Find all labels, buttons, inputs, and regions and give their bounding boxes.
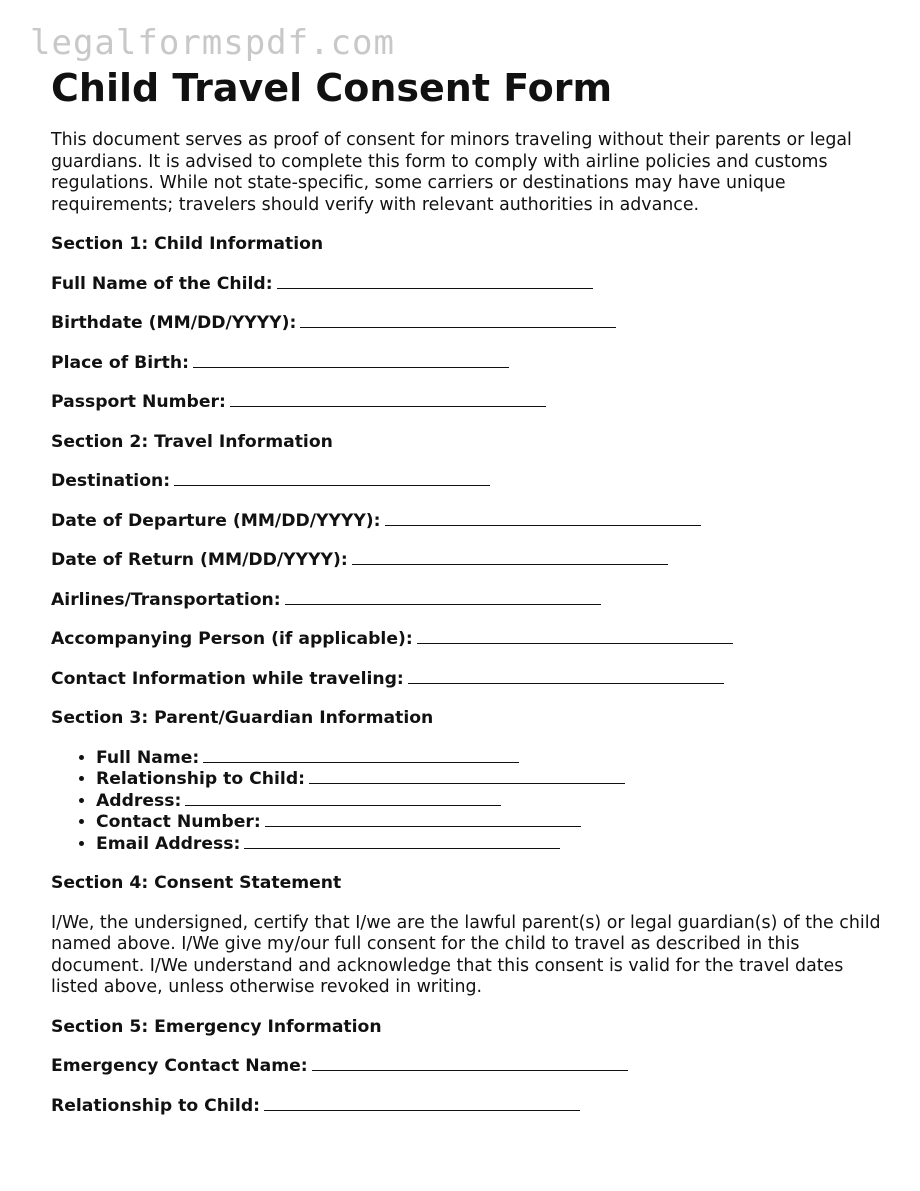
field-label: Passport Number: xyxy=(51,392,226,412)
blank-line[interactable] xyxy=(203,748,519,763)
field-label: Place of Birth: xyxy=(51,352,189,373)
travel-contact-field[interactable] xyxy=(51,669,881,691)
blank-line[interactable] xyxy=(312,1056,628,1071)
blank-line[interactable] xyxy=(230,392,546,407)
blank-line[interactable] xyxy=(193,353,509,368)
blank-line[interactable] xyxy=(265,812,581,827)
field-label: Birthdate (MM/DD/YYYY): xyxy=(51,313,297,333)
document-title: Child Travel Consent Form xyxy=(51,66,613,110)
guardian-relationship-field[interactable] xyxy=(96,769,881,791)
transportation-field[interactable] xyxy=(51,590,881,612)
child-birthdate-field[interactable] xyxy=(51,313,881,335)
field-label: Email Address: xyxy=(96,833,241,854)
blank-line[interactable] xyxy=(352,550,668,565)
field-label: Contact Information while traveling: xyxy=(51,668,404,689)
field-label: Contact Number: xyxy=(96,812,261,832)
emergency-relationship-field[interactable] xyxy=(51,1096,881,1118)
consent-statement: I/We, the undersigned, certify that I/we are the lawful parent(s) or legal guardian(s) of the child named above. I/We give my/our full consent for the child to travel as described in this document. I/We understand and acknowledge that this consent is valid for the travel dates listed above, unless otherwise revoked in writing. xyxy=(51,912,881,997)
guardian-email-field[interactable] xyxy=(96,834,881,856)
field-label: Date of Departure (MM/DD/YYYY): xyxy=(51,510,381,531)
document-body xyxy=(51,62,881,1117)
watermark: legalformspdf.com xyxy=(30,23,395,63)
field-label: Airlines/Transportation: xyxy=(51,589,281,610)
blank-line[interactable] xyxy=(285,590,601,605)
place-of-birth-field[interactable] xyxy=(51,353,881,375)
section-4-heading: Section 4: Consent Statement xyxy=(51,873,342,893)
blank-line[interactable] xyxy=(385,511,701,526)
field-label: Date of Return (MM/DD/YYYY): xyxy=(51,550,348,570)
field-label: Accompanying Person (if applicable): xyxy=(51,629,413,649)
field-label: Relationship to Child: xyxy=(96,769,305,789)
section-1-heading: Section 1: Child Information xyxy=(51,234,324,254)
blank-line[interactable] xyxy=(408,669,724,684)
emergency-contact-name-field[interactable] xyxy=(51,1056,881,1078)
destination-field[interactable] xyxy=(51,471,881,493)
section-2-heading: Section 2: Travel Information xyxy=(51,431,333,452)
blank-line[interactable] xyxy=(277,274,593,289)
guardian-contact-number-field[interactable] xyxy=(96,812,881,834)
guardian-address-field[interactable] xyxy=(96,791,881,813)
field-label: Emergency Contact Name: xyxy=(51,1056,308,1076)
section-3-heading: Section 3: Parent/Guardian Information xyxy=(51,708,434,728)
intro-paragraph: This document serves as proof of consent for minors traveling without their parents or legal guardians. It is advised to complete this form to comply with airline policies and customs regulations. While not state-specific, some carriers or destinations may have unique requirements; travelers should verify with relevant authorities in advance. xyxy=(51,130,852,215)
child-full-name-field[interactable] xyxy=(51,274,881,296)
blank-line[interactable] xyxy=(300,313,616,328)
field-label: Destination: xyxy=(51,471,171,491)
guardian-full-name-field[interactable] xyxy=(96,748,881,770)
field-label: Relationship to Child: xyxy=(51,1095,260,1116)
field-label: Full Name of the Child: xyxy=(51,273,273,294)
blank-line[interactable] xyxy=(417,629,733,644)
passport-number-field[interactable] xyxy=(51,392,881,414)
blank-line[interactable] xyxy=(309,769,625,784)
departure-date-field[interactable] xyxy=(51,511,881,533)
accompanying-person-field[interactable] xyxy=(51,629,881,651)
return-date-field[interactable] xyxy=(51,550,881,572)
guardian-info-list xyxy=(51,748,881,856)
blank-line[interactable] xyxy=(185,791,501,806)
field-label: Full Name: xyxy=(96,747,200,768)
blank-line[interactable] xyxy=(264,1096,580,1111)
blank-line[interactable] xyxy=(244,834,560,849)
field-label: Address: xyxy=(96,790,182,811)
section-5-heading: Section 5: Emergency Information xyxy=(51,1016,382,1037)
blank-line[interactable] xyxy=(174,471,490,486)
